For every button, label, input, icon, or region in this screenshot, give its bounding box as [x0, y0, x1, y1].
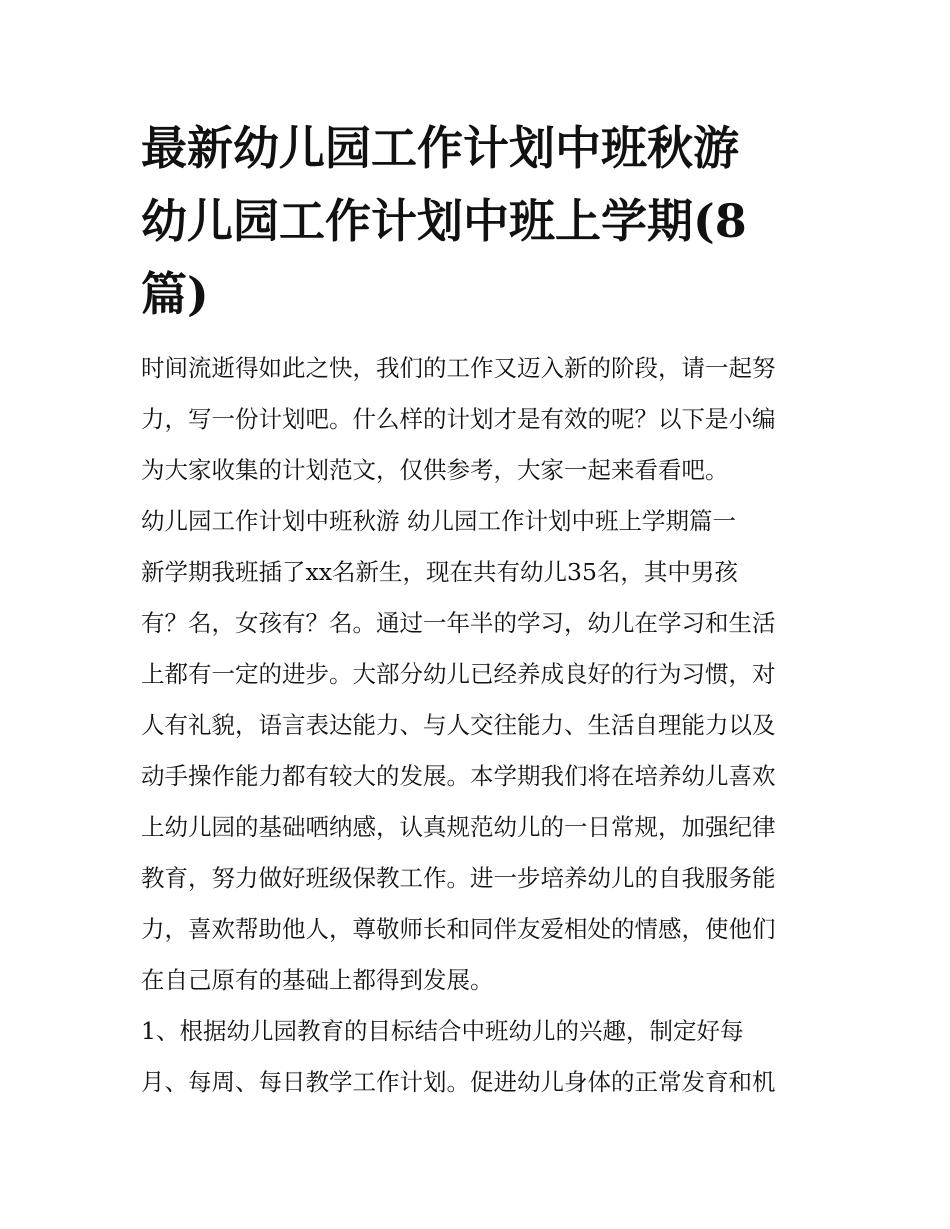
intro-paragraph	[141, 343, 813, 496]
text-line: 月、每周、每日教学工作计划。促进幼儿身体的正常发育和机	[141, 1068, 776, 1096]
text-line: 力，喜欢帮助他人，尊敬师长和同伴友爱相处的情感，使他们	[141, 915, 776, 943]
title-line: 最新幼儿园工作计划中班秋游	[141, 121, 739, 175]
text-line: 为大家收集的计划范文，仅供参考，大家一起来看看吧。	[141, 456, 729, 484]
document-title	[141, 112, 813, 331]
text-line: 新学期我班插了xx名新生，现在共有幼儿35名，其中男孩	[141, 558, 738, 586]
list-item	[141, 1006, 813, 1108]
title-line: 幼儿园工作计划中班上学期(8	[141, 194, 747, 248]
document-content	[141, 112, 813, 1108]
title-line: 篇)	[141, 267, 209, 321]
section-heading	[141, 496, 813, 547]
text-line: 力，写一份计划吧。什么样的计划才是有效的呢？以下是小编	[141, 405, 776, 433]
text-line: 上都有一定的进步。大部分幼儿已经养成良好的行为习惯，对	[141, 660, 776, 688]
text-line: 动手操作能力都有较大的发展。本学期我们将在培养幼儿喜欢	[141, 762, 776, 790]
text-line: 1、根据幼儿园教育的目标结合中班幼儿的兴趣，制定好每	[141, 1017, 744, 1045]
text-line: 有？名，女孩有？名。通过一年半的学习，幼儿在学习和生活	[141, 609, 776, 637]
text-line: 在自己原有的基础上都得到发展。	[141, 966, 494, 994]
body-paragraph	[141, 547, 813, 1006]
text-line: 上幼儿园的基础哂纳感，认真规范幼儿的一日常规，加强纪律	[141, 813, 776, 841]
section-heading-text: 幼儿园工作计划中班秋游 幼儿园工作计划中班上学期篇一	[141, 507, 736, 535]
text-line: 人有礼貌，语言表达能力、与人交往能力、生活自理能力以及	[141, 711, 776, 739]
text-line: 教育，努力做好班级保教工作。进一步培养幼儿的自我服务能	[141, 864, 776, 892]
text-line: 时间流逝得如此之快，我们的工作又迈入新的阶段，请一起努	[141, 354, 776, 382]
